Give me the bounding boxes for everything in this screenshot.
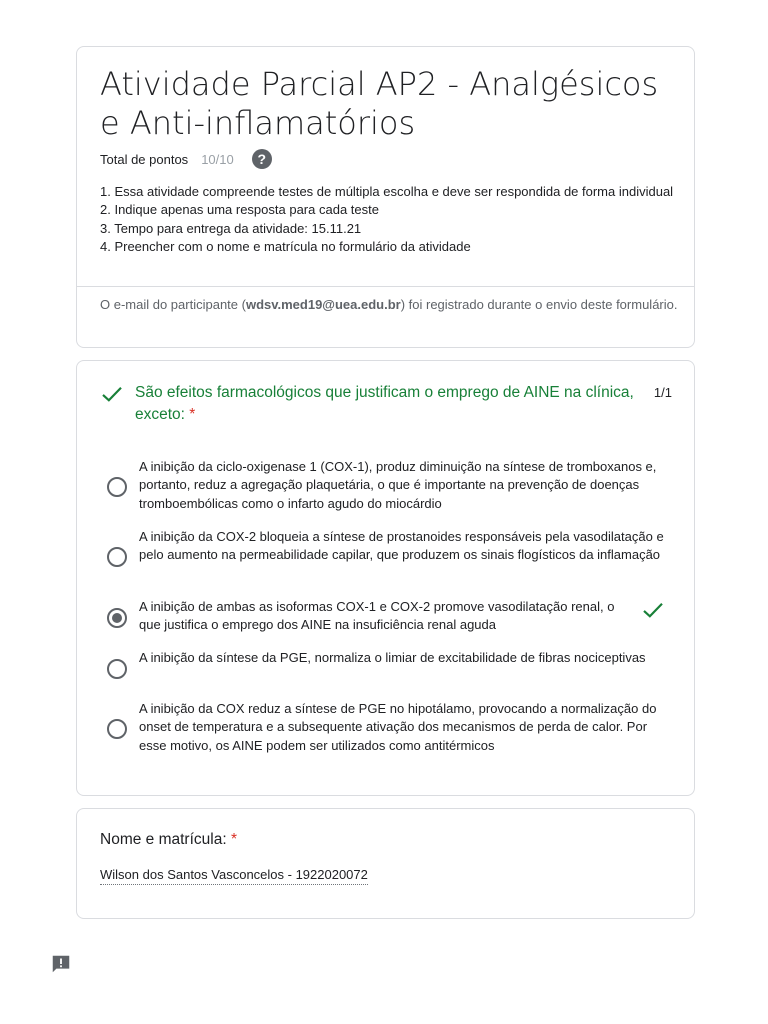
question-title bbox=[135, 382, 650, 426]
form-header-card bbox=[76, 46, 695, 348]
name-label bbox=[100, 831, 237, 849]
participant-email: wdsv.med19@uea.edu.br bbox=[245, 297, 401, 312]
report-feedback-icon[interactable] bbox=[50, 953, 72, 975]
email-note bbox=[100, 296, 680, 314]
radio-button[interactable] bbox=[107, 547, 127, 567]
instruction-line: 3. Tempo para entrega da atividade: 15.11.21 bbox=[100, 220, 362, 236]
option-text: A inibição da COX reduz a síntese de PGE no hipotálamo, provocando a normalização do onset de temperatura e a subsequente ativação dos mecanismos de perda de calor. Por esse motivo, os AINE podem ser utilizados como antitérmicos bbox=[139, 701, 657, 753]
radio-button[interactable] bbox=[107, 719, 127, 739]
radio-button-checked[interactable] bbox=[107, 608, 127, 628]
question-score: 1/1 bbox=[653, 385, 672, 400]
email-note-suffix: ) foi registrado durante o envio deste formulário. bbox=[400, 297, 678, 312]
check-icon bbox=[101, 385, 123, 403]
header-divider bbox=[77, 286, 694, 287]
radio-button[interactable] bbox=[107, 659, 127, 679]
name-question-card bbox=[76, 808, 695, 919]
name-label-text: Nome e matrícula: bbox=[100, 831, 227, 848]
radio-button[interactable] bbox=[107, 477, 127, 497]
instruction-line: 1. Essa atividade compreende testes de múltipla escolha e deve ser respondida de forma individual bbox=[100, 184, 674, 199]
points-row bbox=[100, 149, 272, 169]
instruction-line: 2. Indique apenas uma resposta para cada teste bbox=[100, 202, 379, 218]
form-instructions bbox=[100, 183, 680, 256]
option-text: A inibição da síntese da PGE, normaliza o limiar de excitabilidade de fibras nociceptivas bbox=[139, 650, 646, 665]
email-note-prefix: O e-mail do participante ( bbox=[100, 297, 246, 312]
option-text: A inibição da COX-2 bloqueia a síntese de prostanoides responsáveis pela vasodilatação e pelo aumento na permeabilidade capilar, que produzem os sinais flogísticos da inflamação bbox=[139, 529, 664, 563]
option-text: A inibição de ambas as isoformas COX-1 e COX-2 promove vasodilatação renal, o que justifica o emprego dos AINE na insuficiência renal aguda bbox=[139, 599, 615, 633]
help-icon[interactable]: ? bbox=[252, 149, 272, 169]
name-answer-value: Wilson dos Santos Vasconcelos - 1922020072 bbox=[100, 867, 368, 885]
form-title: Atividade Parcial AP2 - Analgésicos e Anti-inflamatórios bbox=[100, 65, 659, 142]
points-value: 10/10 bbox=[201, 151, 234, 167]
question-card bbox=[76, 360, 695, 796]
required-mark: * bbox=[189, 406, 196, 423]
question-text: São efeitos farmacológicos que justificam o emprego de AINE na clínica, exceto: bbox=[135, 384, 634, 423]
points-label: Total de pontos bbox=[100, 151, 189, 167]
required-mark: * bbox=[230, 831, 237, 848]
correct-check-icon bbox=[642, 601, 664, 619]
option-text: A inibição da ciclo-oxigenase 1 (COX-1), produz diminuição na síntese de tromboxanos e, portanto, reduz a agregação plaquetária, o que é importante na prevenção de doenças tromboembólicas como o infarto agudo do miocárdio bbox=[139, 459, 657, 511]
instruction-line: 4. Preencher com o nome e matrícula no formulário da atividade bbox=[100, 238, 471, 254]
